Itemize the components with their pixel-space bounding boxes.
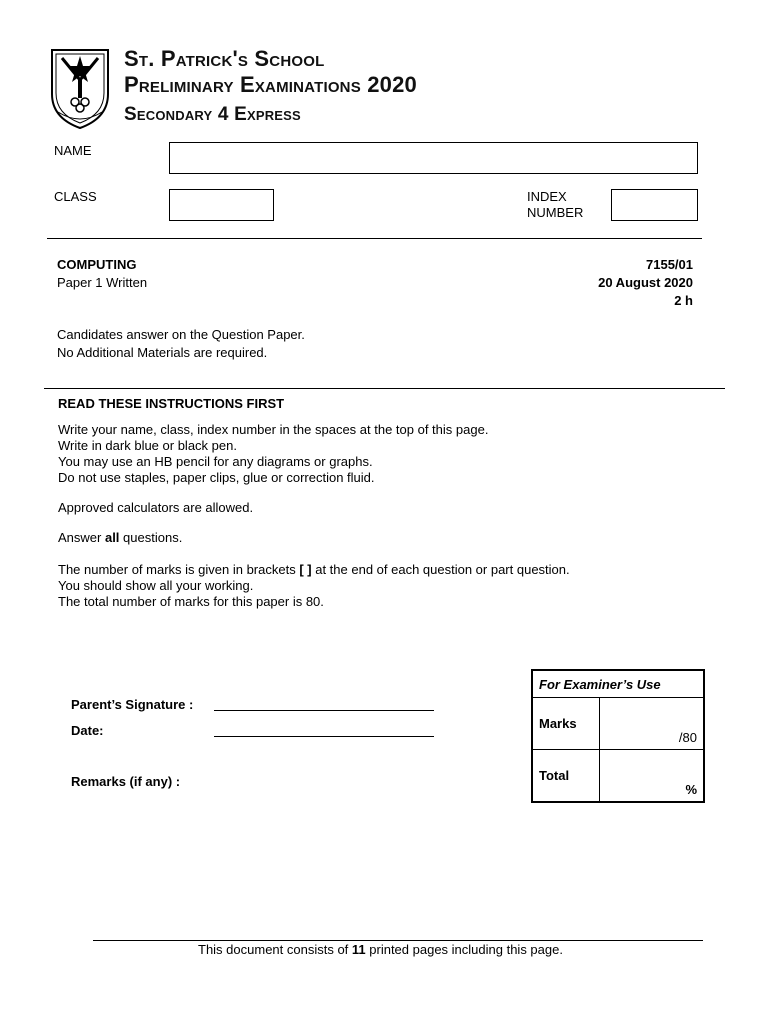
total-label: Total xyxy=(532,750,600,802)
footer-page-count: This document consists of 11 printed pages including this page. xyxy=(198,942,563,957)
exam-duration: 2 h xyxy=(674,293,693,308)
class-label: CLASS xyxy=(54,189,97,204)
answer-note: Answer all questions. xyxy=(58,530,183,545)
marks-value-cell: /80 xyxy=(600,698,705,750)
marks-label: Marks xyxy=(532,698,600,750)
index-label-line1: INDEX xyxy=(527,189,567,204)
paper-name: Paper 1 Written xyxy=(57,275,148,290)
date-line[interactable] xyxy=(214,724,434,737)
name-field[interactable] xyxy=(169,142,698,174)
exam-date: 20 August 2020 xyxy=(598,275,693,290)
date-label: Date: xyxy=(71,723,104,738)
total-value-cell: % xyxy=(600,750,705,802)
subject-name: COMPUTING xyxy=(57,257,137,272)
parent-signature-label: Parent’s Signature : xyxy=(71,697,194,712)
level-title: Secondary 4 Express xyxy=(124,104,301,125)
index-label-line2: NUMBER xyxy=(527,205,584,220)
parent-signature-line[interactable] xyxy=(214,698,434,711)
divider-middle xyxy=(44,388,725,389)
paper-code: 7155/01 xyxy=(646,257,693,272)
instruction-line: You may use an HB pencil for any diagrams or graphs. xyxy=(58,454,373,469)
exam-title: Preliminary Examinations 2020 xyxy=(124,72,417,97)
school-name: St. Patrick's School xyxy=(124,46,325,71)
marks-note: The number of marks is given in brackets [ ] at the end of each question or part question. xyxy=(58,562,570,577)
examiner-use-table xyxy=(531,669,705,803)
working-note: You should show all your working. xyxy=(58,578,254,593)
footer-divider xyxy=(93,940,703,941)
instruction-line: Write your name, class, index number in the spaces at the top of this page. xyxy=(58,422,489,437)
remarks-label: Remarks (if any) : xyxy=(71,774,181,789)
school-crest-logo xyxy=(48,46,112,132)
instructions-block xyxy=(58,396,570,610)
instructions-heading: READ THESE INSTRUCTIONS FIRST xyxy=(58,396,285,411)
instruction-line: Write in dark blue or black pen. xyxy=(58,438,237,453)
divider-top xyxy=(47,238,702,239)
instruction-line: Do not use staples, paper clips, glue or correction fluid. xyxy=(58,470,375,485)
total-marks-note: The total number of marks for this paper is 80. xyxy=(58,594,324,609)
calculator-note: Approved calculators are allowed. xyxy=(58,500,254,515)
materials-note: No Additional Materials are required. xyxy=(57,345,268,360)
candidates-note: Candidates answer on the Question Paper. xyxy=(57,327,305,342)
class-field[interactable] xyxy=(169,189,274,221)
index-label xyxy=(527,189,583,221)
name-label: NAME xyxy=(54,143,92,158)
index-field[interactable] xyxy=(611,189,698,221)
examiner-heading: For Examiner’s Use xyxy=(532,670,704,698)
